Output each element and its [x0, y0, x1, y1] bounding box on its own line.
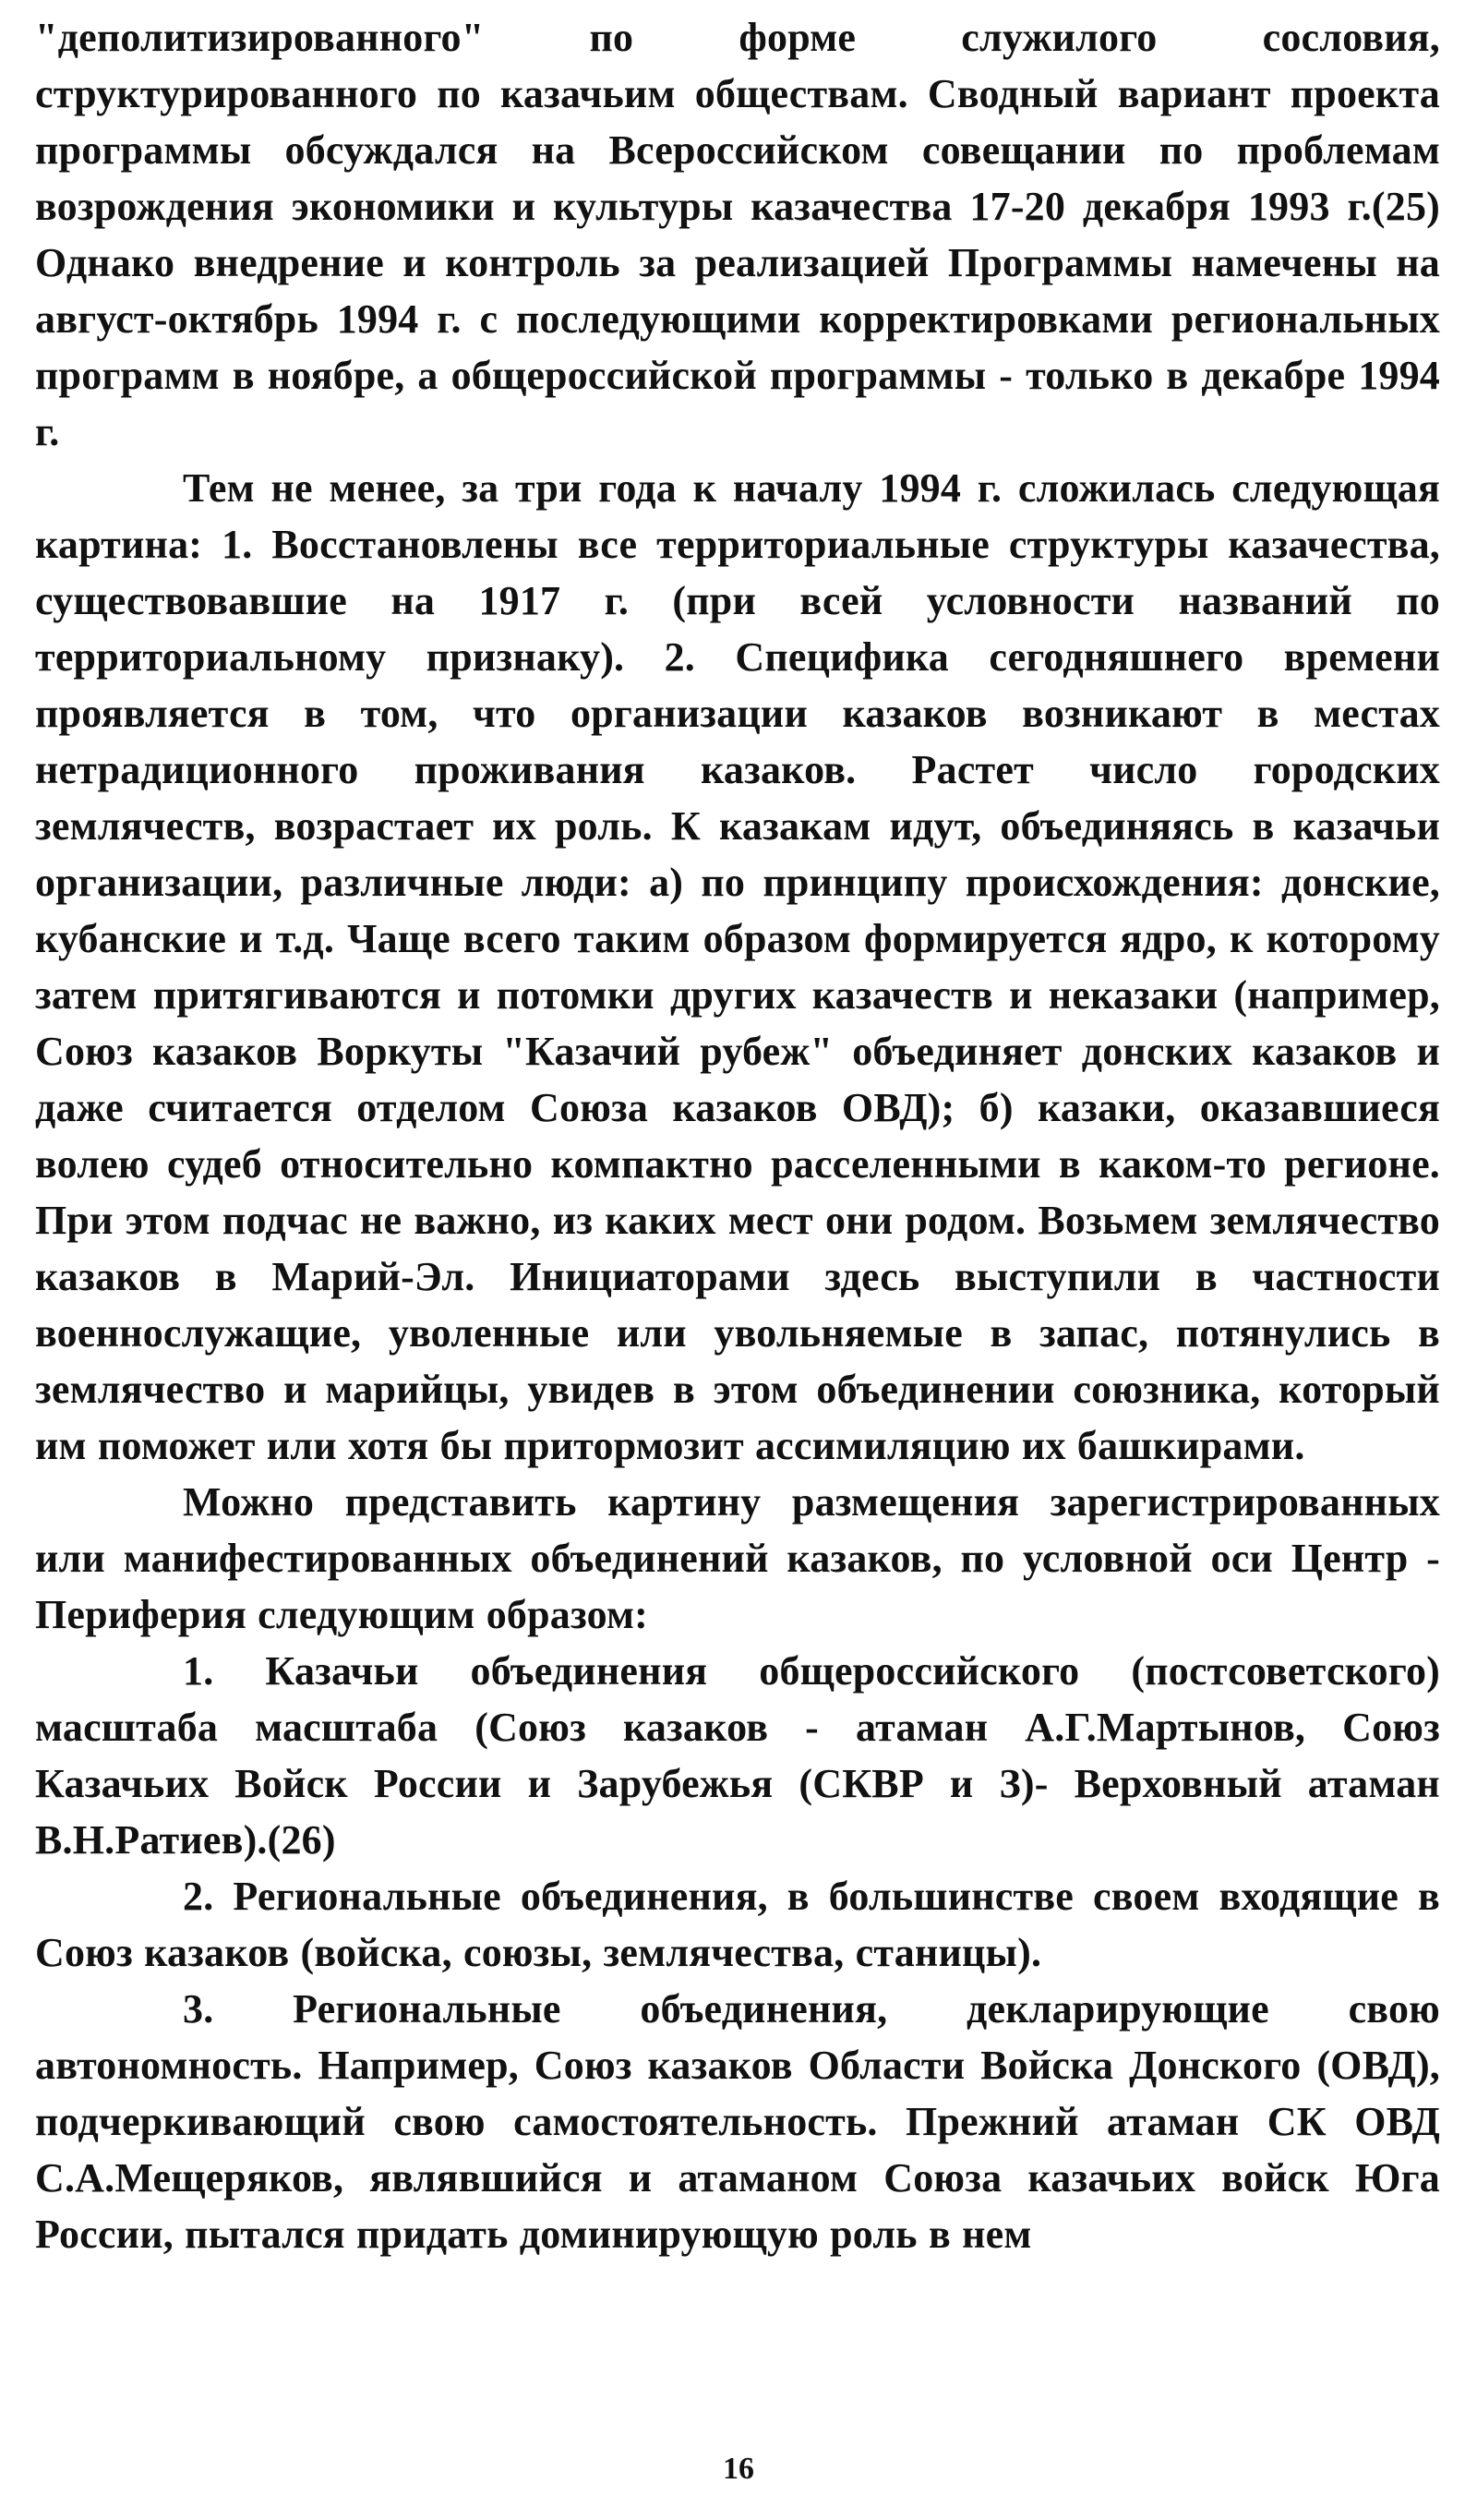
list-item-3: 3. Региональные объединения, декларирующие свою автономность. Например, Союз казаков Области Войска Донского (ОВД), подчеркивающий свою самостоятельность. Прежний атаман СК ОВД С.А.Мещеряков, являвшийся и атаманом Союза казачьих войск Юга России, пытался придать доминирующую роль в нем	[35, 1986, 1440, 2257]
paragraph-situation-1994: Тем не менее, за три года к началу 1994 г. сложилась следующая картина: 1. Восстановлены все территориальные структуры казачества, существовавшие на 1917 г. (при всей условности названий по территориальному признаку). 2. Специфика сегодняшнего времени проявляется в том, что организации казаков возникают в местах нетрадиционного проживания казаков. Растет число городских землячеств, возрастает их роль. К казакам идут, объединяясь в казачьи организации, различные люди: а) по принципу происхождения: донские, кубанские и т.д. Чаще всего таким образом формируется ядро, к которому затем притягиваются и потомки других казачеств и неказаки (например, Союз казаков Воркуты "Казачий рубеж" объединяет донских казаков и даже считается отделом Союза казаков ОВД); б) казаки, оказавшиеся волею судеб относительно компактно расселенными в каком-то регионе. При этом подчас не важно, из каких мест они родом. Возьмем землячество казаков в Марий-Эл. Инициаторами здесь выступили в частности военнослужащие, уволенные или увольняемые в запас, потянулись в землячество и марийцы, увидев в этом объединении союзника, который им поможет или хотя бы притормозит ассимиляцию их башкирами.	[35, 465, 1440, 1468]
paragraph-continuation: "деполитизированного" по форме служилого сословия, структурированного по казачьим обществам. Сводный вариант проекта программы обсуждался на Всероссийском совещании по проблемам возрождения экономики и культуры казачества 17-20 декабря 1993 г.(25) Однако внедрение и контроль за реализацией Программы намечены на август-октябрь 1994 г. с последующими корректировками региональных программ в ноябре, а общероссийской программы - только в декабре 1994 г.	[35, 15, 1440, 454]
list-item-1: 1. Казачьи объединения общероссийского (постсоветского) масштаба масштаба (Союз казаков - атаман А.Г.Мартынов, Союз Казачьих Войск России и Зарубежья (СКВР и З)- Верховный атаман В.Н.Ратиев).(26)	[35, 1648, 1440, 1863]
list-item-2: 2. Региональные объединения, в большинстве своем входящие в Союз казаков (войска, союзы, землячества, станицы).	[35, 1874, 1440, 1975]
page-number: 16	[723, 2452, 754, 2486]
document-body	[35, 9, 1440, 2262]
paragraph-center-periphery: Можно представить картину размещения зарегистрированных или манифестированных объединений казаков, по условной оси Центр - Периферия следующим образом:	[35, 1479, 1440, 1637]
